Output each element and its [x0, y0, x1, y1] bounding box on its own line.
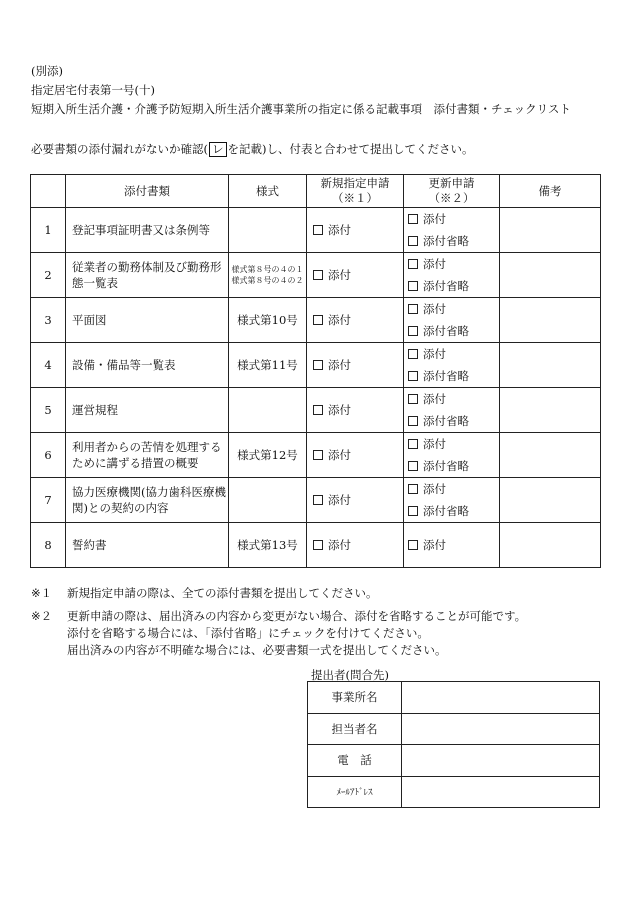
table-row [31, 478, 601, 523]
header-update-line2: （※２） [428, 191, 475, 205]
checkbox-icon[interactable] [408, 259, 418, 269]
table-row [31, 388, 601, 433]
remarks-cell[interactable] [500, 478, 601, 523]
form-number: 指定居宅付表第一号(十) [31, 83, 155, 97]
omit-label: 添付省略 [423, 459, 469, 473]
omit-label: 添付省略 [423, 279, 469, 293]
update-attach-option[interactable] [408, 253, 499, 275]
checkbox-icon[interactable] [408, 484, 418, 494]
header-new-line2: （※１） [332, 191, 378, 205]
table-row [31, 343, 601, 388]
checkbox-icon[interactable] [408, 394, 418, 404]
attach-label: 添付 [423, 537, 446, 552]
update-attach-option[interactable] [408, 298, 499, 320]
note-1 [31, 585, 611, 602]
annex-label: (別添) [31, 64, 63, 78]
omit-label: 添付省略 [423, 504, 469, 518]
document-name: 登記事項証明書又は条例等 [66, 208, 229, 253]
checkbox-icon[interactable] [313, 495, 323, 505]
omit-label: 添付省略 [423, 234, 469, 248]
instruction-before: 必要書類の添付漏れがないか確認( [31, 142, 208, 156]
update-omit-option[interactable] [408, 410, 499, 432]
table-row [31, 523, 601, 568]
contact-row-phone [308, 745, 600, 777]
instruction-text [31, 141, 473, 157]
header-update-application [404, 175, 500, 208]
header-new-application [307, 175, 404, 208]
row-number: 3 [31, 298, 66, 343]
office-name-label: 事業所名 [308, 682, 402, 714]
update-options [404, 208, 500, 253]
new-attach-option[interactable] [307, 298, 404, 343]
form-cell: 様式第11号 [229, 343, 307, 388]
attach-label: 添付 [423, 482, 446, 496]
checkbox-icon[interactable] [408, 540, 418, 550]
checkbox-icon[interactable] [408, 214, 418, 224]
person-name-field[interactable] [402, 713, 600, 745]
remarks-cell[interactable] [500, 253, 601, 298]
new-attach-option[interactable] [307, 478, 404, 523]
row-number: 2 [31, 253, 66, 298]
update-options [404, 478, 500, 523]
phone-field[interactable] [402, 745, 600, 777]
new-attach-option[interactable] [307, 523, 404, 568]
form-cell: 様式第13号 [229, 523, 307, 568]
form-line1: 様式第８号の４の１ [231, 265, 304, 274]
update-attach-option[interactable] [408, 388, 499, 410]
instruction-after: を記載)し、付表と合わせて提出してください。 [227, 142, 474, 156]
document-name: 誓約書 [66, 523, 229, 568]
checkbox-icon[interactable] [313, 405, 323, 415]
form-cell [229, 208, 307, 253]
header-update-line1: 更新申請 [428, 176, 475, 190]
checkbox-icon[interactable] [408, 371, 418, 381]
row-number: 7 [31, 478, 66, 523]
table-row [31, 253, 601, 298]
header-document: 添付書類 [66, 175, 229, 208]
email-field[interactable] [402, 776, 600, 808]
omit-label: 添付省略 [423, 369, 469, 383]
contact-row-office [308, 682, 600, 714]
update-attach-option[interactable] [408, 208, 499, 230]
header-remarks: 備考 [500, 175, 601, 208]
update-omit-option[interactable] [408, 320, 499, 342]
update-options [404, 433, 500, 478]
office-name-field[interactable] [402, 682, 600, 714]
document-name: 運営規程 [66, 388, 229, 433]
checkbox-icon[interactable] [313, 315, 323, 325]
remarks-cell[interactable] [500, 208, 601, 253]
update-omit-option[interactable] [408, 230, 499, 252]
header-number [31, 175, 66, 208]
attach-label: 添付 [328, 448, 351, 462]
new-attach-option[interactable] [307, 433, 404, 478]
form-line2: 様式第８号の４の２ [231, 276, 304, 285]
phone-label: 電 話 [308, 745, 402, 777]
attach-label: 添付 [328, 537, 351, 552]
checkbox-icon[interactable] [408, 281, 418, 291]
table-row [31, 298, 601, 343]
document-name: 従業者の勤務体制及び勤務形態一覧表 [66, 253, 229, 298]
update-attach-option[interactable] [408, 433, 499, 455]
form-cell [229, 478, 307, 523]
document-name: 平面図 [66, 298, 229, 343]
document-name: 協力医療機関(協力歯科医療機関)との契約の内容 [66, 478, 229, 523]
note-1-text: 新規指定申請の際は、全ての添付書類を提出してください。 [67, 586, 378, 600]
update-attach-option[interactable] [404, 523, 500, 568]
note-1-mark: ※１ [31, 586, 53, 600]
omit-label: 添付省略 [423, 324, 469, 338]
remarks-cell[interactable] [500, 298, 601, 343]
row-number: 8 [31, 523, 66, 568]
new-attach-option[interactable] [307, 343, 404, 388]
attach-label: 添付 [328, 493, 351, 507]
checkbox-icon[interactable] [408, 304, 418, 314]
table-row [31, 433, 601, 478]
checkbox-icon[interactable] [313, 225, 323, 235]
row-number: 6 [31, 433, 66, 478]
omit-label: 添付省略 [423, 414, 469, 428]
update-options [404, 298, 500, 343]
checkbox-icon[interactable] [408, 439, 418, 449]
checkbox-icon[interactable] [313, 270, 323, 280]
update-attach-option[interactable] [408, 478, 499, 500]
row-number: 4 [31, 343, 66, 388]
remarks-cell[interactable] [500, 388, 601, 433]
attach-label: 添付 [423, 212, 446, 226]
contact-caption: 提出者(問合先) [311, 668, 389, 682]
remarks-cell[interactable] [500, 433, 601, 478]
update-options [404, 253, 500, 298]
header-form: 様式 [229, 175, 307, 208]
row-number: 1 [31, 208, 66, 253]
note-2-text-1: 更新申請の際は、届出済みの内容から変更がない場合、添付を省略することが可能です。 [67, 609, 527, 623]
table-header-row [31, 175, 601, 208]
attach-label: 添付 [423, 257, 446, 271]
attach-label: 添付 [328, 313, 351, 327]
update-options [404, 343, 500, 388]
document-name: 利用者からの苦情を処理するために講ずる措置の概要 [66, 433, 229, 478]
attach-label: 添付 [423, 437, 446, 451]
new-attach-option[interactable] [307, 253, 404, 298]
remarks-cell[interactable] [500, 523, 601, 568]
checkbox-icon[interactable] [313, 360, 323, 370]
note-2-mark: ※２ [31, 609, 53, 623]
attach-label: 添付 [328, 268, 351, 282]
check-mark-sample: レ [209, 142, 227, 157]
header-new-line1: 新規指定申請 [320, 176, 390, 190]
attachment-checklist-table [30, 174, 601, 568]
form-cell: 様式第12号 [229, 433, 307, 478]
notes-section [31, 585, 611, 659]
contact-row-person [308, 713, 600, 745]
form-cell [229, 388, 307, 433]
update-omit-option[interactable] [408, 500, 499, 522]
update-omit-option[interactable] [408, 455, 499, 477]
checkbox-icon[interactable] [408, 326, 418, 336]
checkbox-icon[interactable] [408, 416, 418, 426]
attach-label: 添付 [423, 347, 446, 361]
row-number: 5 [31, 388, 66, 433]
update-attach-option[interactable] [408, 343, 499, 365]
attach-label: 添付 [423, 392, 446, 406]
note-2-text-2: 添付を省略する場合には、「添付省略」にチェックを付けてください。 [67, 626, 429, 640]
contact-table [307, 681, 600, 808]
table-row [31, 208, 601, 253]
update-options [404, 388, 500, 433]
contact-row-email [308, 776, 600, 808]
page-title: 短期入所生活介護・介護予防短期入所生活介護事業所の指定に係る記載事項 添付書類・チェックリスト [31, 102, 571, 116]
checkbox-icon[interactable] [408, 506, 418, 516]
form-cell: 様式第10号 [229, 298, 307, 343]
checkbox-icon[interactable] [313, 450, 323, 460]
document-name: 設備・備品等一覧表 [66, 343, 229, 388]
update-omit-option[interactable] [408, 365, 499, 387]
note-2-text-3: 届出済みの内容が不明確な場合には、必要書類一式を提出してください。 [67, 643, 447, 657]
remarks-cell[interactable] [500, 343, 601, 388]
update-omit-option[interactable] [408, 275, 499, 297]
attach-label: 添付 [328, 358, 351, 372]
form-cell [229, 253, 307, 298]
attach-label: 添付 [328, 403, 351, 417]
attach-label: 添付 [328, 223, 351, 237]
checkbox-icon[interactable] [408, 236, 418, 246]
person-name-label: 担当者名 [308, 713, 402, 745]
new-attach-option[interactable] [307, 388, 404, 433]
checkbox-icon[interactable] [313, 540, 323, 550]
attach-label: 添付 [423, 302, 446, 316]
checkbox-icon[interactable] [408, 461, 418, 471]
new-attach-option[interactable] [307, 208, 404, 253]
checkbox-icon[interactable] [408, 349, 418, 359]
note-2 [31, 608, 611, 659]
email-label: ﾒｰﾙｱﾄﾞﾚｽ [308, 776, 402, 808]
